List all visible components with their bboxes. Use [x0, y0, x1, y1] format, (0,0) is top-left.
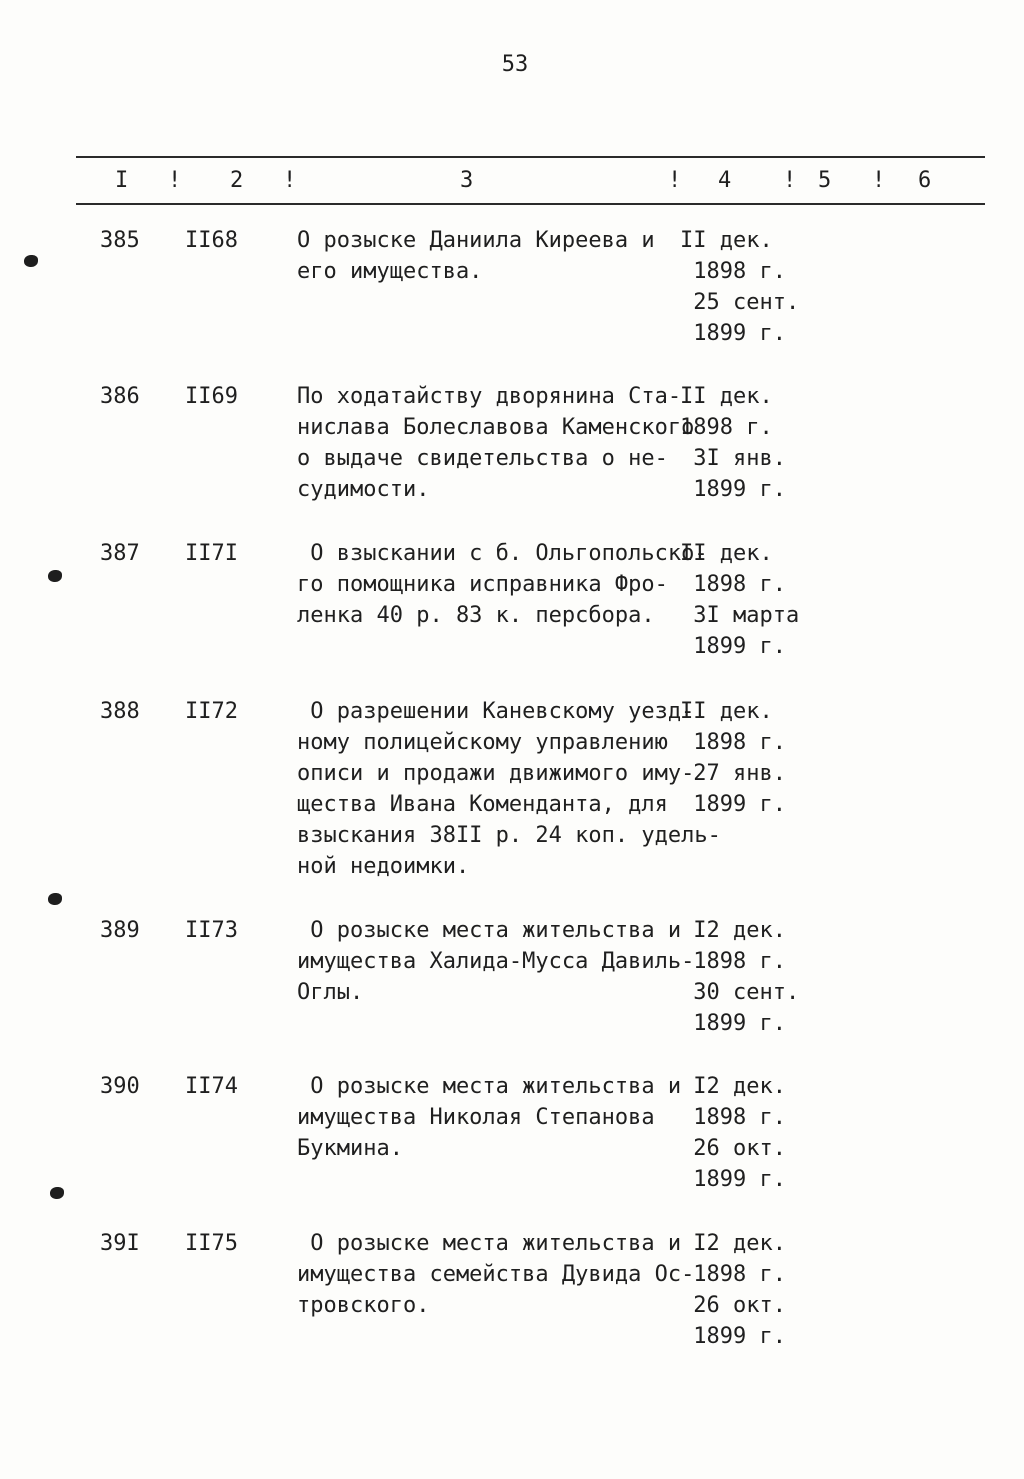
- description-line: ленка 40 р. 83 к. персбора.: [297, 603, 655, 628]
- date-line: 26 окт.: [680, 1293, 786, 1318]
- row-description: [297, 915, 695, 1008]
- description-line: имущества Николая Степанова: [297, 1105, 655, 1130]
- header-col-6: 6: [918, 168, 932, 193]
- table-top-rule: [76, 156, 985, 158]
- date-line: 1898 г.: [680, 1262, 786, 1287]
- description-line: судимости.: [297, 477, 430, 502]
- file-number: II73: [185, 918, 238, 943]
- date-line: I2 дек.: [680, 1231, 786, 1256]
- description-line: нислава Болеславова Каменского: [297, 415, 695, 440]
- row-dates: [680, 1228, 820, 1352]
- description-line: щества Ивана Коменданта, для: [297, 792, 668, 817]
- file-number: II75: [185, 1231, 238, 1256]
- date-line: 1899 г.: [680, 634, 786, 659]
- date-line: 1898 г.: [680, 415, 773, 440]
- file-number: II7I: [185, 541, 238, 566]
- date-line: 1898 г.: [680, 730, 786, 755]
- date-line: I2 дек.: [680, 1074, 786, 1099]
- row-number: 387: [100, 541, 140, 566]
- punch-hole-mark: [48, 570, 62, 582]
- date-line: 26 окт.: [680, 1136, 786, 1161]
- description-line: его имущества.: [297, 259, 483, 284]
- description-line: О разрешении Каневскому уезд-: [297, 699, 695, 724]
- date-line: 27 янв.: [680, 761, 786, 786]
- date-line: 1898 г.: [680, 572, 786, 597]
- header-separator: !: [872, 168, 886, 193]
- row-number: 390: [100, 1074, 140, 1099]
- punch-hole-mark: [48, 893, 62, 905]
- row-number: 39I: [100, 1231, 140, 1256]
- date-line: 1899 г.: [680, 321, 786, 346]
- description-line: описи и продажи движимого иму-: [297, 761, 695, 786]
- date-line: 3I марта: [680, 603, 800, 628]
- page-number: 53: [501, 52, 529, 77]
- description-line: имущества Халида-Мусса Давиль-: [297, 949, 695, 974]
- description-line: О розыске места жительства и: [297, 1231, 682, 1256]
- file-number: II74: [185, 1074, 238, 1099]
- row-description: [297, 538, 708, 631]
- header-col-5: 5: [818, 168, 832, 193]
- description-line: тровского.: [297, 1293, 430, 1318]
- row-number: 388: [100, 699, 140, 724]
- date-line: II дек.: [680, 228, 773, 253]
- date-line: 1899 г.: [680, 792, 786, 817]
- row-description: [297, 1071, 687, 1164]
- date-line: 1898 г.: [680, 1105, 786, 1130]
- date-line: 1898 г.: [680, 259, 786, 284]
- file-number: II72: [185, 699, 238, 724]
- file-number: II69: [185, 384, 238, 409]
- date-line: 1899 г.: [680, 1324, 786, 1349]
- date-line: II дек.: [680, 384, 773, 409]
- row-dates: [680, 225, 820, 349]
- row-description: [297, 381, 695, 505]
- description-line: О розыске места жительства и: [297, 918, 682, 943]
- date-line: II дек.: [680, 541, 773, 566]
- description-line: имущества семейства Дувида Ос-: [297, 1262, 695, 1287]
- description-line: Оглы.: [297, 980, 364, 1005]
- date-line: II дек.: [680, 699, 773, 724]
- header-separator: !: [283, 168, 297, 193]
- row-dates: [680, 915, 820, 1039]
- punch-hole-mark: [50, 1187, 64, 1199]
- date-line: 1899 г.: [680, 1011, 786, 1036]
- date-line: 3I янв.: [680, 446, 786, 471]
- row-number: 385: [100, 228, 140, 253]
- description-line: О розыске Даниила Киреева и: [297, 228, 655, 253]
- date-line: I2 дек.: [680, 918, 786, 943]
- description-line: взыскания 38II р. 24 коп. удель-: [297, 823, 721, 848]
- header-separator: !: [668, 168, 682, 193]
- header-separator: !: [168, 168, 182, 193]
- file-number: II68: [185, 228, 238, 253]
- description-line: По ходатайству дворянина Ста-: [297, 384, 682, 409]
- row-dates: [680, 696, 820, 820]
- row-description: [297, 696, 721, 882]
- header-col-2: 2: [230, 168, 244, 193]
- description-line: Букмина.: [297, 1136, 403, 1161]
- row-number: 389: [100, 918, 140, 943]
- header-col-3: 3: [460, 168, 474, 193]
- row-dates: [680, 538, 820, 662]
- punch-hole-mark: [24, 255, 38, 267]
- description-line: ной недоимки.: [297, 854, 470, 879]
- row-description: [297, 225, 687, 287]
- row-dates: [680, 381, 820, 505]
- description-line: го помощника исправника Фро-: [297, 572, 668, 597]
- description-line: О розыске места жительства и: [297, 1074, 682, 1099]
- description-line: О взыскании с б. Ольгопольско-: [297, 541, 708, 566]
- date-line: 30 сент.: [680, 980, 800, 1005]
- description-line: ному полицейскому управлению: [297, 730, 668, 755]
- row-number: 386: [100, 384, 140, 409]
- header-col-1: I: [115, 168, 129, 193]
- date-line: 1898 г.: [680, 949, 786, 974]
- table-header-rule: [76, 203, 985, 205]
- header-separator: !: [783, 168, 797, 193]
- row-dates: [680, 1071, 820, 1195]
- row-description: [297, 1228, 695, 1321]
- date-line: 1899 г.: [680, 1167, 786, 1192]
- description-line: о выдаче свидетельства о не-: [297, 446, 668, 471]
- date-line: 25 сент.: [680, 290, 800, 315]
- date-line: 1899 г.: [680, 477, 786, 502]
- header-col-4: 4: [718, 168, 732, 193]
